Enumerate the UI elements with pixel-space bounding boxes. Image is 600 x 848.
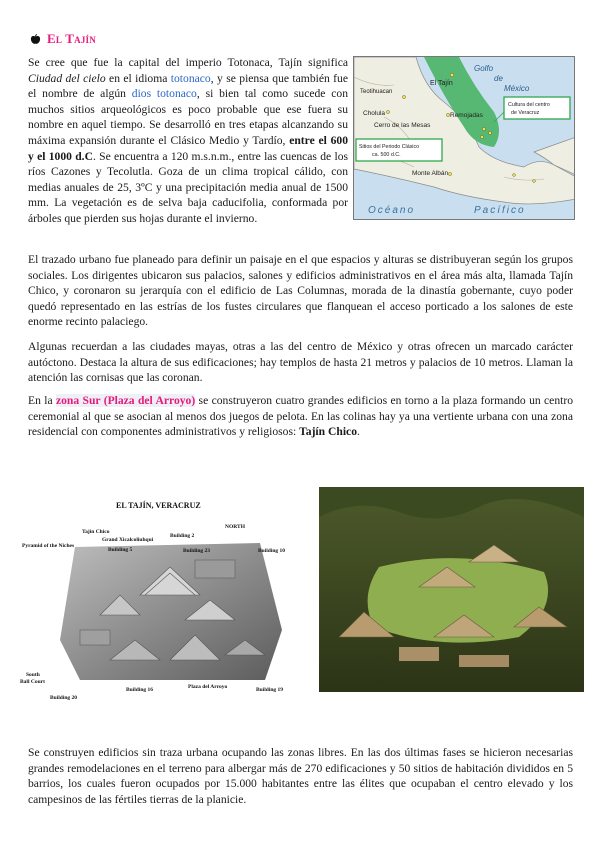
model-building16: Building 16 — [126, 687, 154, 693]
text-run: Se cree que fue la capital del imperio Totonaca, Tajín significa — [28, 56, 348, 69]
map-label-cholula: Cholula — [363, 110, 386, 117]
text-run: se construyeron cuatro grandes edificios en torno a la plaza formando un centro ceremonial al que se asocian al menos dos juegos de pelota. En las colinas hay ya una vertiente urbana con una zona residencial con componentes administrativos y religiosos: — [28, 394, 573, 439]
text-run: , y se piensa que también fue el nombre de algún — [28, 71, 348, 101]
text-run: . Se encuentra a 120 m.s.n.m., entre las cuencas de los ríos Cazones y Tecolutla. Goza de un clima tropical cálido, con medias anuales de 25, 3ºC y una precipitación media anual de 1500 mm. La vegetación es de selva baja caducifolia, conformada por árboles que pierden sus hojas durante el invierno. — [28, 149, 349, 225]
italic-phrase: Ciudad del cielo — [28, 71, 106, 85]
site-marker — [513, 174, 516, 177]
model-grand: Grand Xicalcoliuhqui — [102, 537, 154, 543]
bold-tajin-chico: Tajín Chico — [299, 425, 357, 439]
text-run: en el idioma — [105, 71, 171, 85]
bold-dates: entre el 600 y el 1000 d.C — [28, 133, 348, 163]
model-building10: Building 10 — [258, 548, 286, 554]
site-marker — [533, 180, 536, 183]
text-run: . — [357, 425, 360, 439]
site-marker — [482, 127, 485, 130]
site-model-image — [20, 495, 305, 700]
site-marker — [450, 73, 454, 77]
map-label-de: de — [494, 74, 503, 83]
map-label-cerro: Cerro de las Mesas — [374, 122, 431, 129]
totonaco-link[interactable]: totonaco — [170, 71, 211, 85]
dios-totonaco-link[interactable]: dios totonaco — [131, 87, 197, 101]
text-run: , si bien tal como sucede con muchos sitios arqueológicos es poco probable que ese fuera su nombre en aquel tiempo. Se desarrolló en tres etapas alcanzando su máxima expansión durante el Clásico Medio y Tardío, — [28, 87, 348, 147]
model-south-line1: South — [26, 672, 40, 678]
map-label-teotihuacan: Teotihuacan — [360, 89, 393, 95]
legend-culture-line1: Cultura del centro — [508, 102, 550, 108]
map-label-tajin: El Tajín — [430, 80, 453, 87]
model-building23: Building 23 — [183, 548, 211, 554]
site-marker — [488, 131, 491, 134]
model-heading: EL TAJÍN, VERACRUZ — [116, 501, 201, 510]
map-label-mexico: México — [504, 84, 530, 93]
legend-sites-line2: ca. 500 d.C. — [372, 152, 401, 158]
legend-sites-line1: Sitios del Periodo Clásico — [359, 144, 420, 150]
site-marker — [480, 135, 483, 138]
model-south-line2: Ball Court — [20, 679, 45, 685]
model-building5: Building 5 — [108, 547, 133, 553]
model-building2: Building 2 — [170, 533, 195, 539]
model-building20: Building 20 — [50, 695, 78, 700]
south-zone-paragraph — [28, 393, 573, 440]
highlight-zona-sur[interactable]: zona Sur (Plaza del Arroyo) — [55, 394, 196, 407]
urban-paragraph: El trazado urbano fue planeado para definir un paisaje en el que espacios y alturas se distribuyeran según los grupos sociales. Los dirigentes ubicaron sus palacios, salones y edificios administrativos en el área más alta, llamada Tajín Chico, y coronaron su jerarquía con el edificio de Las Columnas, morada de la dinastía gobernante, cuyo poder quedó representado en las estrías de los fustes circulares que flanquean el acceso porticado a los salones de este enorme recinto palaciego. — [28, 253, 573, 329]
model-pyramid: Pyramid of the Niches — [22, 543, 75, 549]
site-marker — [448, 172, 451, 175]
section-title — [30, 30, 96, 48]
model-north: NORTH — [225, 524, 245, 530]
intro-paragraph — [28, 55, 348, 227]
map-label-remojadas: Remojadas — [450, 112, 483, 119]
region-map — [353, 56, 575, 220]
comparison-paragraph: Algunas recuerdan a las ciudades mayas, otras a las del centro de México y otras ofrecen un marcado carácter autóctono. Destaca la altura de sus edificaciones; hay templos de hasta 21 metros y palacios de 10 metros. Llaman la atención las cornisas que las coronan. — [28, 340, 573, 385]
map-label-golfo: Golfo — [474, 64, 494, 73]
aerial-photo — [319, 487, 584, 692]
construction-paragraph: Se construyen edificios sin traza urbana ocupando las zonas libres. En las dos últimas fases se hicieron necesarias grandes remodelaciones en el terreno para albergar más de 270 edificaciones y 50 sitios de habitación divididos en 5 barrios, los cuales fueron ocupados por 15.000 habitantes entre las élites que ocupaban el centro elevado y los campesinos de las fértiles tierras de la planicie. — [28, 746, 573, 806]
legend-culture-line2: de Veracruz — [511, 110, 540, 116]
model-building19: Building 19 — [256, 687, 284, 693]
site-marker — [446, 113, 449, 116]
title-text: El Tajín — [47, 31, 96, 46]
text-run: En la — [28, 394, 56, 407]
map-label-pacifico: Pacífico — [474, 205, 526, 216]
map-label-oceano: Océano — [368, 205, 416, 216]
site-marker — [402, 95, 405, 98]
map-label-monte-alban: Monte Albán — [412, 170, 449, 177]
model-plaza: Plaza del Arroyo — [188, 684, 228, 690]
site-marker — [386, 110, 389, 113]
apple-icon — [30, 34, 41, 45]
model-tajin-chico: Tajin Chico — [82, 529, 110, 535]
